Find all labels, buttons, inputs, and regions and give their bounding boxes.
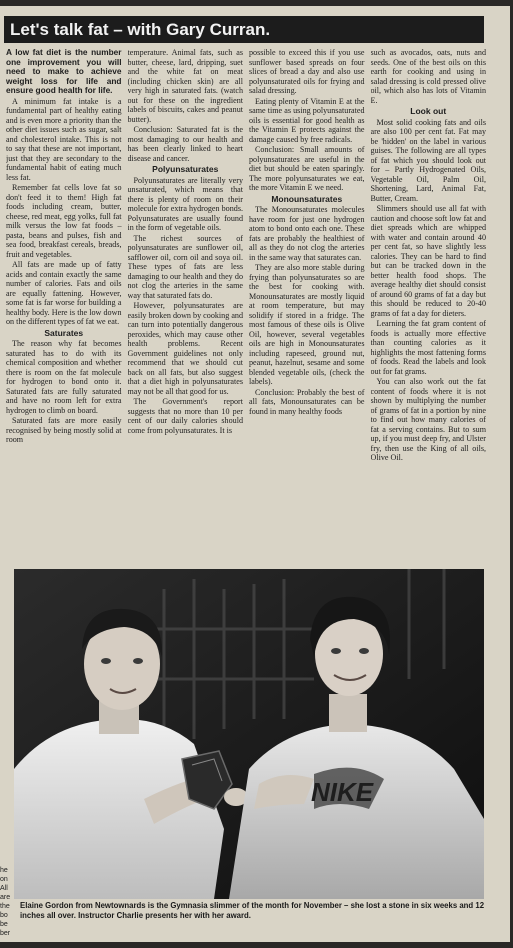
- fragment-line: he: [0, 867, 8, 874]
- paragraph: The reason why fat becomes saturated has to do with its chemical composition and whether there is room on the fat molecule for hydrogen to bond onto it. Saturated fats are fully saturated and have no room left for extra hydrogen to climb on board.: [6, 339, 122, 415]
- paragraph: The Monounsaturates molecules have room for just one hydrogen atom to bond onto each one. These fats are probably the healthiest of all as they do not clog the arteries in the same way that saturates can.: [249, 205, 365, 262]
- adjacent-column-fragment: [0, 866, 12, 938]
- subheading: Monounsaturates: [271, 193, 343, 204]
- paragraph: Remember fat cells love fat so don't feed it to them! High fat foods including cream, butter, cheese, red meat, egg yolks, full fat milk versus the low fat foods – pasta, beans and pulses, fish and sea food, breakfast cereals, breads, fruit and vegetables.: [6, 183, 122, 259]
- article-column-3: [249, 48, 365, 568]
- paragraph: Polyunsaturates are literally very unsaturated, which means that there is plenty of room on their molecule for extra hydrogen bonds. Polyunsaturates are usually found in the form of vegetable oils.: [127, 175, 243, 232]
- paragraph: temperature. Animal fats, such as butter, cheese, lard, dripping, suet and the white fat on meat (including chicken skin) are all very high in saturated fats. (watch out for these on the ingredient labels of biscuits, cakes and peanut butter).: [127, 48, 243, 124]
- photo-illustration: [14, 569, 484, 899]
- article-column-2: [128, 48, 244, 568]
- paragraph: Saturated fats are more easily recognised by being mostly solid at room: [6, 416, 122, 444]
- paragraph: Eating plenty of Vitamin E at the same time as using polyunsaturated oils is essential for good health as the Vitamin E protects against the damage caused by free radicals.: [249, 96, 365, 144]
- paragraph: possible to exceed this if you use sunflower based spreads on four slices of bread a day and also use polyunsaturated oils for frying and salad dressing.: [249, 48, 365, 95]
- paragraph: such as avocados, oats, nuts and seeds. One of the best oils on this earth for cooking and using in salad dressing is cold pressed olive oil, which also has lots of Vitamin E.: [370, 48, 486, 105]
- paragraph: A low fat diet is the number one improvement you will need to make to achieve weight loss for life and ensure good health for life.: [6, 48, 122, 95]
- shirt-logo-text: NIKE: [311, 777, 374, 807]
- paragraph: Learning the fat gram content of foods is actually more effective than counting calories as it highlights the most fattening forms of foods. Read the labels and look out for fat grams.: [370, 319, 486, 376]
- article-columns: [6, 48, 486, 568]
- subheading: Look out: [410, 106, 447, 116]
- subheading: Polyunsaturates: [152, 164, 219, 174]
- article-column-1: [6, 48, 122, 568]
- article-column-4: [371, 48, 487, 568]
- paragraph: Conclusion: Probably the best of all fats, Monounsaturates can be found in many healthy foods: [249, 387, 365, 416]
- paragraph: Most solid cooking fats and oils are also 100 per cent fat. Fat may be 'hidden' on the label in various guises. The following are all types of fat which you should look out for – Partly Hydrogenated Oils, Vegetable Oil, Palm Oil, Shortening, Lard, Animal Fat, Butter, Cream.: [370, 117, 486, 203]
- fragment-line: be: [0, 921, 8, 928]
- subheading: Saturates: [44, 327, 84, 338]
- fragment-line: are: [0, 894, 11, 901]
- paragraph: However, polyunsaturates are easily broken down by cooking and can turn into potentially dangerous peroxides, which may cause other health problems. Recent Government guidelines not only recommend that we should cut back on all fats, but also suggest that a diet high in polyunsaturates may not be all that good for us.: [127, 301, 243, 396]
- paragraph: Conclusion: Small amounts of polyunsaturates are useful in the diet but should be eaten sparingly. The more polyunsaturates we eat, the more Vitamin E we need.: [249, 145, 365, 192]
- paragraph: All fats are made up of fatty acids and contain exactly the same number of calories. Fats and oils are equally fattening. However, some fat is far worse for building a healthy body. Here is the low down on the different types of fat we eat.: [6, 260, 122, 326]
- fragment-line: the: [0, 903, 10, 910]
- award-photo: [14, 569, 484, 899]
- article-headline: Let's talk fat – with Gary Curran.: [4, 16, 484, 43]
- fragment-line: on: [0, 876, 8, 883]
- fragment-line: ber: [0, 930, 11, 937]
- paragraph: They are also more stable during frying than polyunsaturates so are the best for cooking with. Monounsaturates are mostly liquid at room temperature, but may solidify if stored in a fridge. The most famous of these oils is Olive Oil, however, several vegetables oils are high in Monounsaturates including rapeseed, ground nut, peanut, hazelnut, sesame and some blended vegetable oils, (check the labels).: [249, 263, 365, 386]
- newspaper-page: [0, 6, 510, 942]
- paragraph: Slimmers should use all fat with caution and choose soft low fat and diet spreads which are whipped with water and contain around 40 per cent fat, so have slightly less calories. They can be hard to find but can be tracked down in the better health food shops. The average healthy diet should consist of around 60 grams of fat a day but this should be reduced to 20-40 grams of fat a day for dieters.: [370, 204, 486, 318]
- paragraph: You can also work out the fat content of foods where it is not shown by multiplying the number of grams of fat in a portion by nine to find out how many calories of fat a serving contains. But to sum up, if you must deep fry, and Ulster fry, then use the King of all oils, Olive Oil.: [370, 377, 486, 462]
- photo-caption: Elaine Gordon from Newtownards is the Gymnasia slimmer of the month for November – she lost a stone in six weeks and 12 inches all over. Instructor Charlie presents her with her award.: [20, 901, 485, 920]
- paragraph: The richest sources of polyunsaturates are sunflower oil, safflower oil, corn oil and soya oil. These types of fats are less damaging to our health and they do not clog the arteries in the same way that saturated fats do.: [127, 233, 243, 300]
- fragment-line: bo: [0, 912, 8, 919]
- paragraph: Conclusion: Saturated fat is the most damaging to our health and has been clearly linked to heart disease and cancer.: [127, 125, 243, 163]
- paragraph: A minimum fat intake is a fundamental part of healthy eating and is even more a priority than the other diet issues such as sugar, salt and cholesterol intake. This is not to say that these are not important, just that they are secondary to the fundamental habit of eating much less fat.: [6, 96, 122, 182]
- paragraph: The Government's report suggests that no more than 10 per cent of our daily calories should come from polyunsaturates. It is: [127, 397, 243, 435]
- fragment-line: All: [0, 885, 8, 892]
